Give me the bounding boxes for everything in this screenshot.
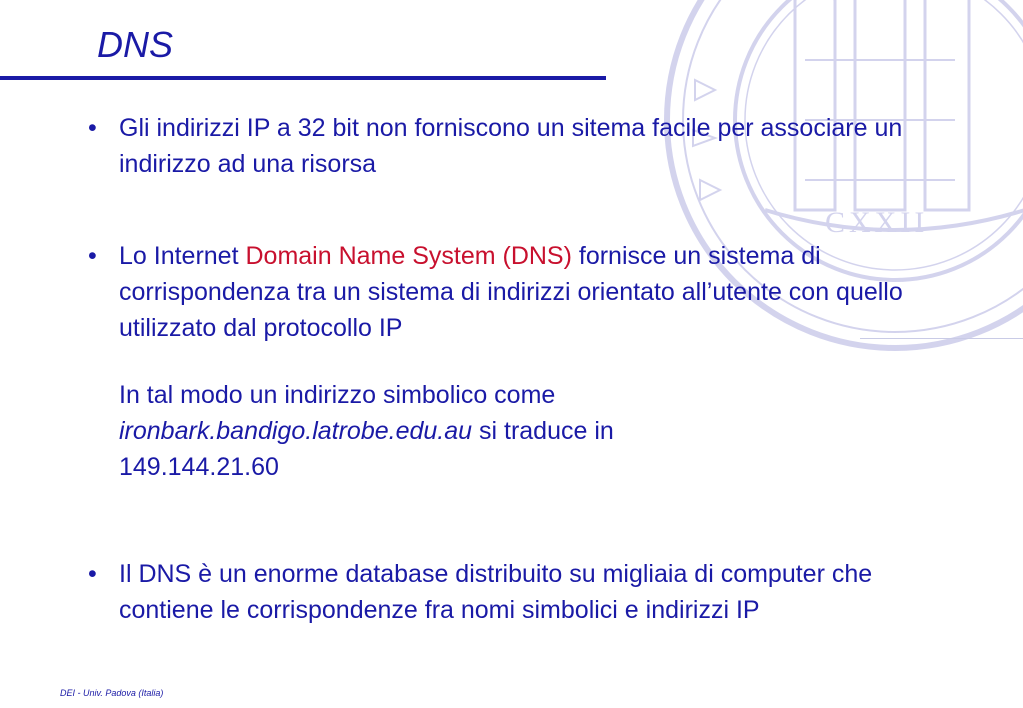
bullet-marker: •: [88, 560, 97, 588]
slide-title: DNS: [97, 24, 174, 65]
bullet-marker: •: [88, 114, 97, 142]
bullet-text-prefix: Lo Internet: [119, 242, 246, 270]
example-hostname: ironbark.bandigo.latrobe.edu.au: [119, 417, 473, 445]
example-ip-address: 149.144.21.60: [119, 453, 279, 481]
footer-credit: DEI - Univ. Padova (Italia): [60, 688, 164, 698]
dns-highlight-term: Domain Name System (DNS): [245, 242, 572, 270]
seal-numeral: CXXII: [825, 206, 929, 239]
example-intro: In tal modo un indirizzo simbolico come: [119, 381, 556, 409]
bullet-text-suffix: fornisce un sistema di corrispondenza tra un sistema di indirizzi orientato all’utente con quello utilizzato dal protocollo IP: [119, 242, 903, 342]
title-underline: [0, 76, 606, 80]
bullet-marker: •: [88, 242, 97, 270]
example-translation-text: si traduce in: [472, 417, 614, 445]
bullet-text: Gli indirizzi IP a 32 bit non forniscono un sitema facile per associare un indirizzo ad una risorsa: [119, 114, 903, 178]
bullet-text: Il DNS è un enorme database distribuito su migliaia di computer che contiene le corrispondenze fra nomi simbolici e indirizzi IP: [119, 560, 873, 624]
